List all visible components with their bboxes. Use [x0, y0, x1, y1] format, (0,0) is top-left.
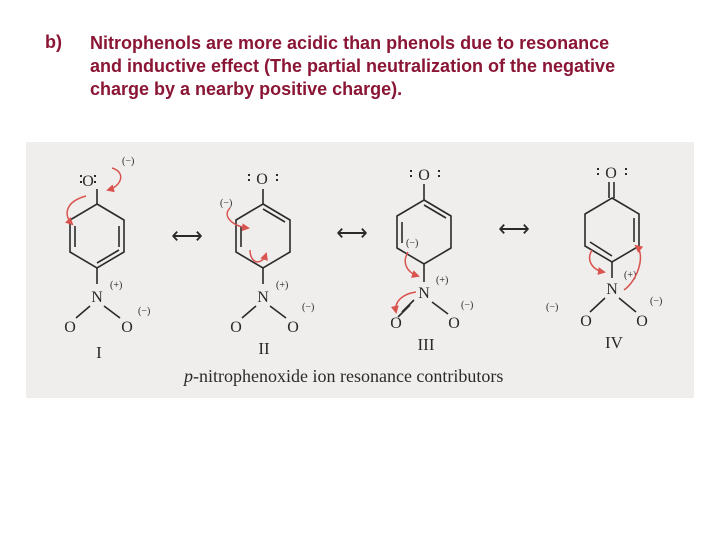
- oxygen-atom: O: [287, 319, 299, 336]
- numeral-I: I: [96, 343, 102, 362]
- resonance-arrow: ⟷: [171, 223, 203, 248]
- resonance-arrow: ⟷: [336, 220, 368, 245]
- charge-positive: (+): [624, 270, 637, 281]
- numeral-IV: IV: [605, 333, 623, 352]
- nitrogen-atom: N: [257, 289, 269, 306]
- figure-background: [26, 142, 694, 398]
- charge-negative: (−): [650, 296, 663, 307]
- caption-text: -nitrophenoxide ion resonance contributors: [193, 366, 504, 386]
- nitrogen-atom: N: [91, 289, 103, 306]
- text-line-2: and inductive effect (The partial neutralization of the negative: [90, 56, 616, 76]
- slide-text: [90, 32, 700, 101]
- caption-italic: p: [184, 366, 193, 386]
- charge-negative: (−): [546, 302, 559, 313]
- oxygen-atom: O: [580, 313, 592, 330]
- oxygen-atom: O: [64, 319, 76, 336]
- oxygen-atom: O: [82, 173, 94, 190]
- item-label: b): [45, 32, 62, 52]
- oxygen-atom: O: [448, 315, 460, 332]
- charge-negative: (−): [461, 300, 474, 311]
- nitrogen-atom: N: [418, 285, 430, 302]
- oxygen-atom: O: [605, 165, 617, 182]
- resonance-figure: [26, 142, 694, 398]
- charge-negative: (−): [302, 302, 315, 313]
- figure-caption: [182, 366, 503, 386]
- charge-negative: (−): [122, 156, 135, 167]
- oxygen-atom: O: [418, 167, 430, 184]
- charge-positive: (+): [110, 280, 123, 291]
- oxygen-atom: O: [636, 313, 648, 330]
- text-line-1: Nitrophenols are more acidic than phenols due to resonance: [90, 33, 610, 53]
- charge-positive: (+): [436, 275, 449, 286]
- numeral-III: III: [417, 335, 435, 354]
- charge-negative: (−): [220, 198, 233, 209]
- charge-positive: (+): [276, 280, 289, 291]
- oxygen-atom: O: [230, 319, 242, 336]
- oxygen-atom: O: [390, 315, 402, 332]
- oxygen-atom: O: [121, 319, 133, 336]
- oxygen-atom: O: [256, 171, 268, 188]
- nitrogen-atom: N: [606, 281, 618, 298]
- charge-negative: (−): [138, 306, 151, 317]
- charge-negative: (−): [406, 238, 419, 249]
- text-line-3: charge by a nearby positive charge).: [90, 79, 403, 99]
- resonance-arrow: ⟷: [498, 216, 530, 241]
- numeral-II: II: [258, 339, 270, 358]
